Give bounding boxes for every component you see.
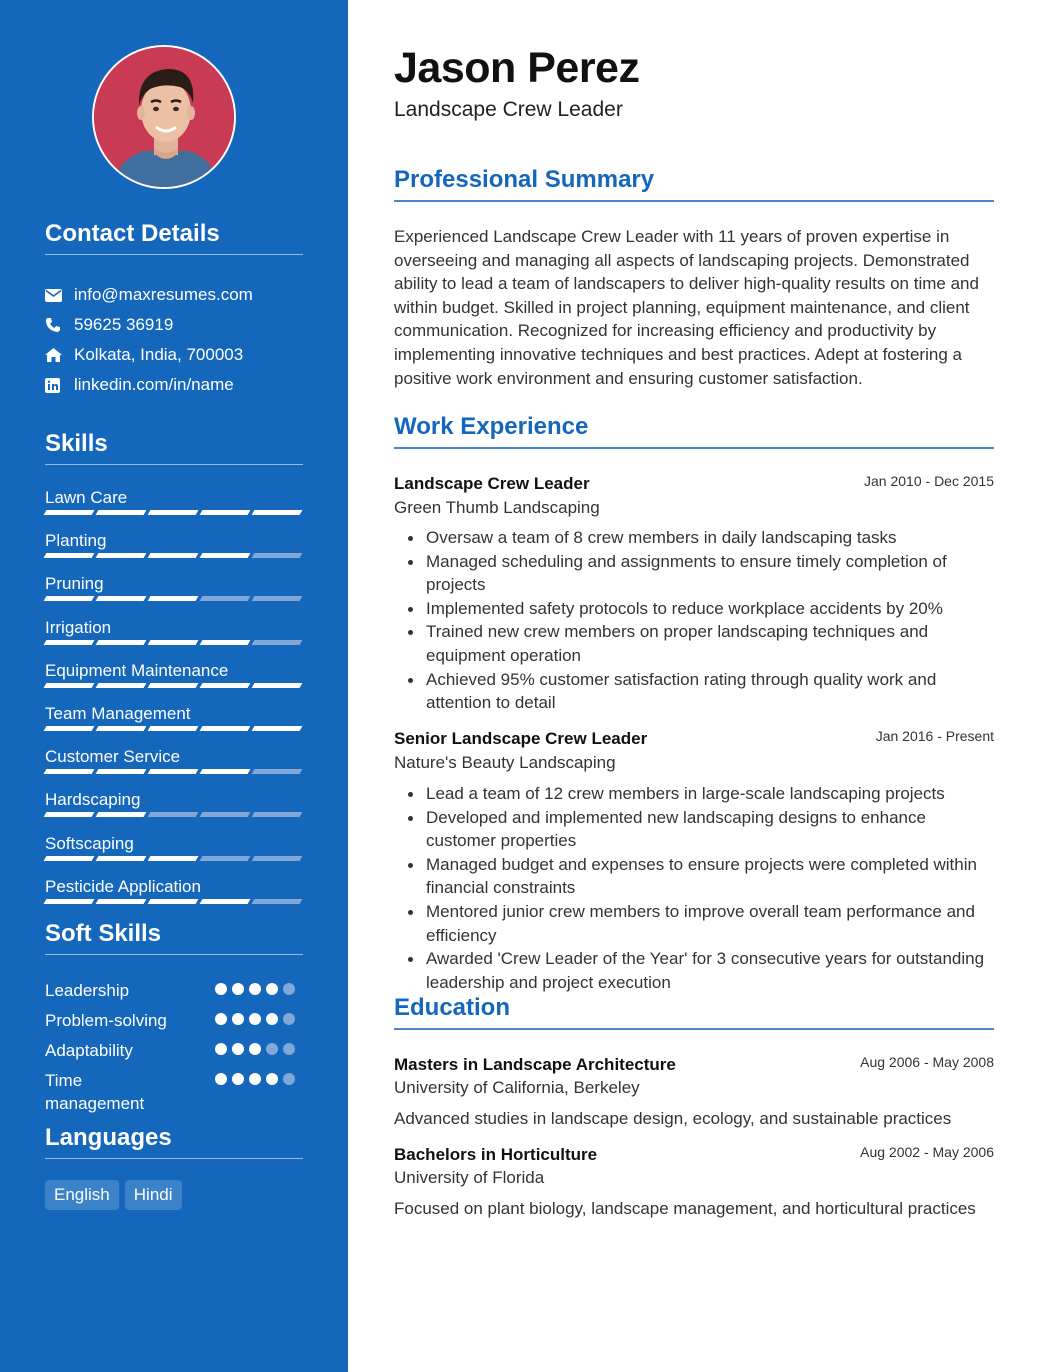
summary-title: Professional Summary	[394, 166, 994, 202]
rating-dot	[283, 1013, 295, 1025]
language-badge: Hindi	[125, 1180, 182, 1210]
contact-phone[interactable]	[45, 310, 303, 340]
skill-item	[45, 531, 303, 574]
summary-text: Experienced Landscape Crew Leader with 11 years of proven expertise in overseeing and managing all aspects of landscaping projects. Demonstrated ability to lead a team of landscapers to deliver high-quality results on time and within budget. Skilled in project planning, equipment maintenance, and client communication. Recognized for increasing efficiency and productivity by implementing innovative techniques and best practices. Adept at fostering a positive work environment and ensuring customer satisfaction.	[394, 227, 979, 388]
skill-level-segment	[44, 856, 95, 861]
languages-section	[45, 1124, 303, 1210]
contact-section	[45, 220, 303, 400]
skill-item	[45, 618, 303, 661]
contact-email[interactable]	[45, 280, 303, 310]
job-dates: Jan 2016 - Present	[875, 728, 994, 744]
candidate-name: Jason Perez	[394, 44, 640, 92]
profile-photo	[94, 47, 236, 189]
rating-dot	[266, 1073, 278, 1085]
skill-level-segment	[148, 769, 199, 774]
skill-item	[45, 834, 303, 877]
degree-dates: Aug 2002 - May 2006	[860, 1144, 994, 1160]
job-bullet: Implemented safety protocols to reduce workplace accidents by 20%	[394, 597, 994, 621]
job-bullet: Lead a team of 12 crew members in large-scale landscaping projects	[394, 782, 994, 806]
skill-level-segment	[200, 596, 251, 601]
rating-dot	[215, 983, 227, 995]
soft-skill-rating	[215, 983, 295, 995]
contact-location-text: Kolkata, India, 700003	[74, 345, 244, 364]
skill-level-bar	[45, 856, 303, 861]
skill-level-segment	[96, 856, 147, 861]
skill-level-segment	[96, 899, 147, 904]
skill-level-bar	[45, 769, 303, 774]
skill-level-segment	[96, 726, 147, 731]
skill-level-segment	[44, 769, 95, 774]
skill-level-bar	[45, 683, 303, 688]
skill-level-segment	[44, 640, 95, 645]
skill-name: Equipment Maintenance	[45, 660, 229, 680]
rating-dot	[215, 1073, 227, 1085]
skill-item	[45, 704, 303, 747]
skill-name: Planting	[45, 531, 107, 551]
linkedin-icon	[45, 378, 74, 393]
skill-level-segment	[252, 812, 303, 817]
skill-item	[45, 747, 303, 790]
skill-level-segment	[200, 683, 251, 688]
degree-description: Focused on plant biology, landscape management, and horticultural practices	[394, 1199, 976, 1218]
rating-dot	[232, 1073, 244, 1085]
experience-title: Work Experience	[394, 413, 994, 449]
job-company: Green Thumb Landscaping	[394, 498, 600, 517]
rating-dot	[232, 983, 244, 995]
degree-dates: Aug 2006 - May 2008	[860, 1054, 994, 1070]
skill-level-segment	[96, 769, 147, 774]
skill-name: Team Management	[45, 703, 191, 723]
skill-level-bar	[45, 812, 303, 817]
skill-item	[45, 488, 303, 531]
skill-level-segment	[148, 596, 199, 601]
rating-dot	[232, 1013, 244, 1025]
skill-level-segment	[200, 510, 251, 515]
skill-level-segment	[148, 899, 199, 904]
sidebar	[0, 0, 348, 1372]
rating-dot	[266, 1043, 278, 1055]
job-bullet: Mentored junior crew members to improve overall team performance and efficiency	[394, 900, 994, 947]
school-name: University of California, Berkeley	[394, 1078, 640, 1097]
job-bullet: Oversaw a team of 8 crew members in daily landscaping tasks	[394, 526, 994, 550]
rating-dot	[249, 983, 261, 995]
rating-dot	[266, 983, 278, 995]
soft-skill-rating	[215, 1013, 295, 1025]
contact-linkedin-text: linkedin.com/in/name	[74, 375, 234, 394]
rating-dot	[232, 1043, 244, 1055]
skill-level-segment	[44, 596, 95, 601]
skills-title: Skills	[45, 430, 303, 465]
degree-title: Masters in Landscape Architecture	[394, 1055, 676, 1074]
skill-level-segment	[200, 899, 251, 904]
job-bullet: Trained new crew members on proper landscaping techniques and equipment operation	[394, 620, 994, 667]
degree-title: Bachelors in Horticulture	[394, 1145, 598, 1164]
contact-linkedin[interactable]	[45, 370, 303, 400]
skill-level-bar	[45, 596, 303, 601]
job-bullet: Managed budget and expenses to ensure projects were completed within financial constraints	[394, 853, 994, 900]
soft-skill-row	[45, 979, 303, 1009]
skill-level-segment	[252, 726, 303, 731]
skills-section	[45, 430, 303, 920]
soft-skill-row	[45, 1039, 303, 1069]
skill-name: Pruning	[45, 574, 104, 594]
job-bullet: Developed and implemented new landscaping designs to enhance customer properties	[394, 806, 994, 853]
skill-item	[45, 661, 303, 704]
skill-level-segment	[252, 510, 303, 515]
skill-level-segment	[44, 899, 95, 904]
skill-level-segment	[200, 726, 251, 731]
skill-level-segment	[148, 510, 199, 515]
rating-dot	[215, 1043, 227, 1055]
skill-level-segment	[252, 553, 303, 558]
skill-level-segment	[44, 553, 95, 558]
skill-level-segment	[252, 683, 303, 688]
rating-dot	[215, 1013, 227, 1025]
home-icon	[45, 348, 74, 362]
rating-dot	[266, 1013, 278, 1025]
job-bullets	[394, 526, 994, 715]
job-title: Senior Landscape Crew Leader	[394, 729, 648, 748]
skill-level-bar	[45, 640, 303, 645]
skill-level-segment	[148, 856, 199, 861]
skill-level-segment	[44, 726, 95, 731]
contact-location	[45, 340, 303, 370]
skill-level-segment	[148, 640, 199, 645]
education-title: Education	[394, 994, 994, 1030]
job-company: Nature's Beauty Landscaping	[394, 753, 616, 772]
soft-skill-row	[45, 1069, 303, 1119]
soft-skills-title: Soft Skills	[45, 920, 303, 955]
skill-level-segment	[44, 812, 95, 817]
skill-level-bar	[45, 726, 303, 731]
skill-item	[45, 877, 303, 920]
rating-dot	[283, 1073, 295, 1085]
avatar	[92, 45, 236, 189]
skill-level-segment	[252, 769, 303, 774]
skill-level-segment	[96, 640, 147, 645]
skill-name: Pesticide Application	[45, 876, 201, 896]
soft-skill-row	[45, 1009, 303, 1039]
skill-level-segment	[96, 553, 147, 558]
job-bullets	[394, 782, 994, 994]
rating-dot	[249, 1043, 261, 1055]
soft-skill-rating	[215, 1043, 295, 1055]
job-dates: Jan 2010 - Dec 2015	[864, 473, 994, 489]
skill-name: Hardscaping	[45, 790, 141, 810]
soft-skill-name: Time management	[45, 1071, 145, 1113]
skill-level-segment	[200, 769, 251, 774]
rating-dot	[249, 1013, 261, 1025]
skill-level-segment	[96, 510, 147, 515]
skill-level-segment	[96, 596, 147, 601]
phone-icon	[45, 317, 74, 333]
skill-level-bar	[45, 899, 303, 904]
soft-skill-name: Problem-solving	[45, 1011, 167, 1030]
rating-dot	[283, 1043, 295, 1055]
soft-skills-section	[45, 920, 303, 1119]
job-bullet: Achieved 95% customer satisfaction rating through quality work and attention to detail	[394, 668, 994, 715]
skill-name: Irrigation	[45, 617, 112, 637]
skill-item	[45, 790, 303, 833]
skill-level-segment	[252, 899, 303, 904]
contact-title: Contact Details	[45, 220, 303, 255]
degree-description: Advanced studies in landscape design, ecology, and sustainable practices	[394, 1109, 952, 1128]
candidate-role: Landscape Crew Leader	[394, 98, 623, 121]
job-title: Landscape Crew Leader	[394, 474, 590, 493]
soft-skill-name: Leadership	[45, 981, 130, 1000]
email-icon	[45, 289, 74, 302]
skill-level-segment	[200, 640, 251, 645]
skill-name: Softscaping	[45, 833, 134, 853]
skill-level-bar	[45, 510, 303, 515]
skill-level-segment	[200, 856, 251, 861]
skill-level-segment	[44, 510, 95, 515]
soft-skill-rating	[215, 1073, 295, 1085]
skill-level-segment	[148, 553, 199, 558]
job-bullet: Awarded 'Crew Leader of the Year' for 3 consecutive years for outstanding leadership and project execution	[394, 947, 994, 994]
skill-level-segment	[252, 640, 303, 645]
skill-item	[45, 574, 303, 617]
contact-phone-text: 59625 36919	[74, 315, 174, 334]
skill-level-segment	[148, 812, 199, 817]
rating-dot	[249, 1073, 261, 1085]
skill-level-segment	[200, 812, 251, 817]
skill-level-segment	[44, 683, 95, 688]
skill-level-segment	[200, 553, 251, 558]
language-badge: English	[45, 1180, 119, 1210]
skill-name: Lawn Care	[45, 488, 128, 507]
skill-level-segment	[148, 726, 199, 731]
skill-name: Customer Service	[45, 747, 181, 767]
school-name: University of Florida	[394, 1168, 545, 1187]
skill-level-segment	[252, 856, 303, 861]
contact-email-text: info@maxresumes.com	[74, 285, 253, 304]
soft-skill-name: Adaptability	[45, 1041, 133, 1060]
skill-level-segment	[252, 596, 303, 601]
skill-level-bar	[45, 553, 303, 558]
skill-level-segment	[148, 683, 199, 688]
skill-level-segment	[96, 683, 147, 688]
skill-level-segment	[96, 812, 147, 817]
rating-dot	[283, 983, 295, 995]
languages-title: Languages	[45, 1124, 303, 1159]
job-bullet: Managed scheduling and assignments to ensure timely completion of projects	[394, 550, 994, 597]
